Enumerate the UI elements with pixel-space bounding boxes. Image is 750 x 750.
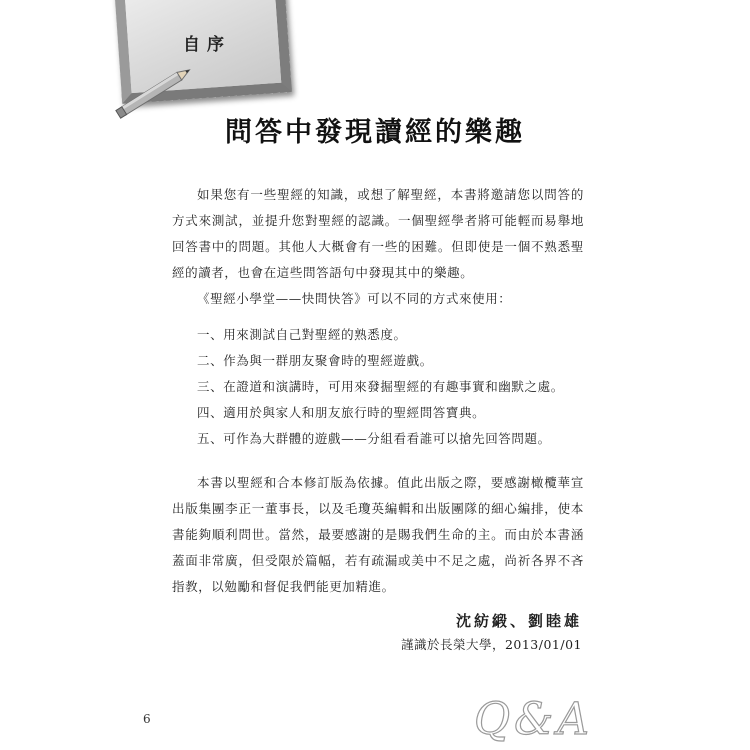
section-title: 自序 xyxy=(183,35,231,55)
page-title: 問答中發現讀經的樂趣 xyxy=(225,117,525,148)
list-item: 三、在證道和演講時，可用來發掘聖經的有趣事實和幽默之處。 xyxy=(197,379,564,394)
list-item: 二、作為與一群朋友聚會時的聖經遊戲。 xyxy=(197,353,433,368)
paragraph-closing: 本書以聖經和合本修訂版為依據。值此出版之際，要感謝橄欖華宣出版集團李正一董事長，以及毛瓊英編輯和出版團隊的細心編排，使本書能夠順利問世。當然，最要感謝的是賜我們生命的主。而由於本書涵蓋面非常廣，但受限於篇幅，若有疏漏或美中不足之處，尚祈各界不吝指教，以勉勵和督促我們能更加精進。 xyxy=(172,475,584,594)
usage-list xyxy=(172,322,584,452)
signature-note: 謹識於長榮大學，2013/01/01 xyxy=(400,637,582,652)
qa-watermark-text: Q&A xyxy=(474,694,594,745)
paragraph-usage: 《聖經小學堂——快問快答》可以不同的方式來使用： xyxy=(197,291,512,306)
author-signature: 沈紡緞、劉睦雄 xyxy=(455,612,582,630)
list-item: 四、適用於與家人和朋友旅行時的聖經問答寶典。 xyxy=(197,405,486,420)
list-item: 五、可作為大群體的遊戲——分組看看誰可以搶先回答問題。 xyxy=(197,431,551,446)
spacer xyxy=(172,460,584,470)
page-number: 6 xyxy=(143,712,151,726)
preface-body xyxy=(172,182,584,600)
qa-watermark xyxy=(470,690,620,745)
paragraph-intro: 如果您有一些聖經的知識，或想了解聖經，本書將邀請您以問答的方式來測試，並提升您對聖經的認識。一個聖經學者將可能輕而易舉地回答書中的問題。其他人大概會有一些的困難。但即使是一個不熟悉聖經的讀者，也會在這些問答語句中發現其中的樂趣。 xyxy=(172,187,584,280)
list-item: 一、用來測試自己對聖經的熟悉度。 xyxy=(197,327,407,342)
